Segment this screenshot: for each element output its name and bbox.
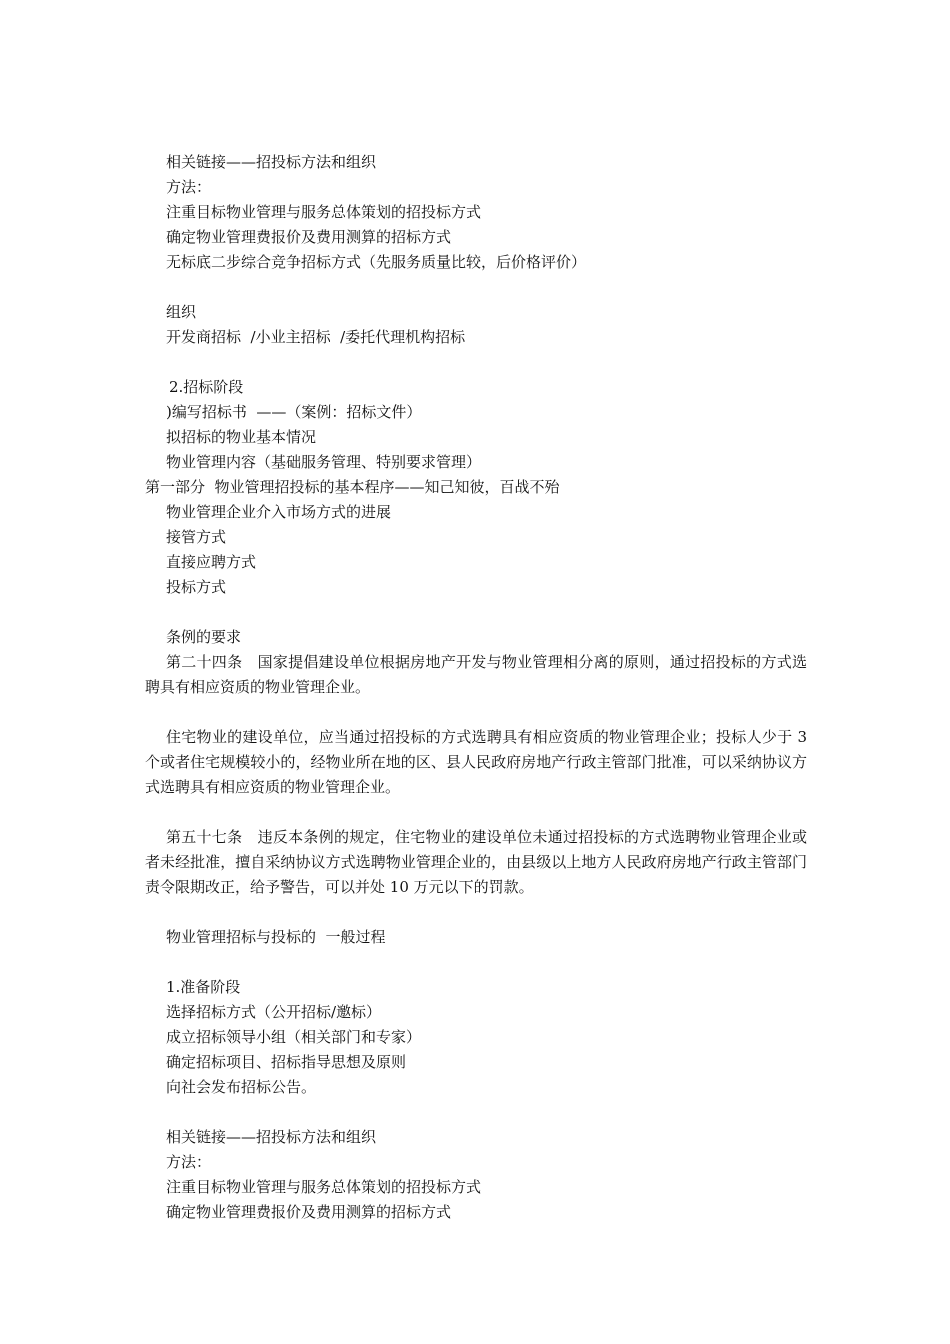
text-line: 确定招标项目、招标指导思想及原则 (166, 1053, 407, 1071)
blank-line (145, 600, 807, 625)
text-line: 接管方式 (166, 528, 227, 546)
text-line: 向社会发布招标公告。 (166, 1078, 317, 1096)
paragraph-article-24: 第二十四条 国家提倡建设单位根据房地产开发与物业管理相分离的原则，通过招投标的方式选聘具有相应资质的物业管理企业。 (145, 653, 807, 696)
text-line: 物业管理招标与投标的 一般过程 (166, 928, 386, 946)
paragraph-residential: 住宅物业的建设单位，应当通过招投标的方式选聘具有相应资质的物业管理企业；投标人少于 3 个或者住宅规模较小的，经物业所在地的区、县人民政府房地产行政主管部门批准，可以采纳协议方式选聘具有相应资质的物业管理企业。 (145, 728, 807, 796)
text-line: 注重目标物业管理与服务总体策划的招投标方式 (166, 203, 482, 221)
text-line: 确定物业管理费报价及费用测算的招标方式 (166, 228, 452, 246)
text-line: 物业管理内容（基础服务管理、特别要求管理） (166, 453, 482, 471)
text-line: 1.准备阶段 (166, 978, 241, 996)
text-line: 相关链接——招投标方法和组织 (166, 153, 377, 171)
text-line: 投标方式 (166, 578, 227, 596)
text-line: 相关链接——招投标方法和组织 (166, 1128, 377, 1146)
text-line: 无标底二步综合竞争招标方式（先服务质量比较，后价格评价） (166, 253, 587, 271)
text-line: 拟招标的物业基本情况 (166, 428, 317, 446)
text-line: 方法： (166, 1153, 212, 1171)
paragraph-article-57: 第五十七条 违反本条例的规定，住宅物业的建设单位未通过招投标的方式选聘物业管理企业或者未经批准，擅自采纳协议方式选聘物业管理企业的，由县级以上地方人民政府房地产行政主管部门责令限期改正，给予警告，可以并处 10 万元以下的罚款。 (145, 828, 807, 896)
blank-line (145, 900, 807, 925)
text-line: 选择招标方式（公开招标/邀标） (166, 1003, 382, 1021)
blank-line (145, 1100, 807, 1125)
text-line: 2.招标阶段 (169, 378, 244, 396)
document-page (145, 150, 807, 1225)
text-line: 直接应聘方式 (166, 553, 257, 571)
text-line: 方法： (166, 178, 212, 196)
blank-line (145, 350, 807, 375)
text-line: 开发商招标 /小业主招标 /委托代理机构招标 (166, 328, 466, 346)
blank-line (145, 700, 807, 725)
text-line: 条例的要求 (166, 628, 242, 646)
text-line: 物业管理企业介入市场方式的进展 (166, 503, 392, 521)
blank-line (145, 800, 807, 825)
blank-line (145, 950, 807, 975)
section-heading: 第一部分 物业管理招投标的基本程序——知己知彼，百战不殆 (145, 478, 560, 496)
text-line: )编写招标书 ——（案例：招标文件） (166, 403, 422, 421)
blank-line (145, 275, 807, 300)
text-line: 注重目标物业管理与服务总体策划的招投标方式 (166, 1178, 482, 1196)
text-line: 成立招标领导小组（相关部门和专家） (166, 1028, 422, 1046)
text-line: 确定物业管理费报价及费用测算的招标方式 (166, 1203, 452, 1221)
text-line: 组织 (166, 303, 197, 321)
